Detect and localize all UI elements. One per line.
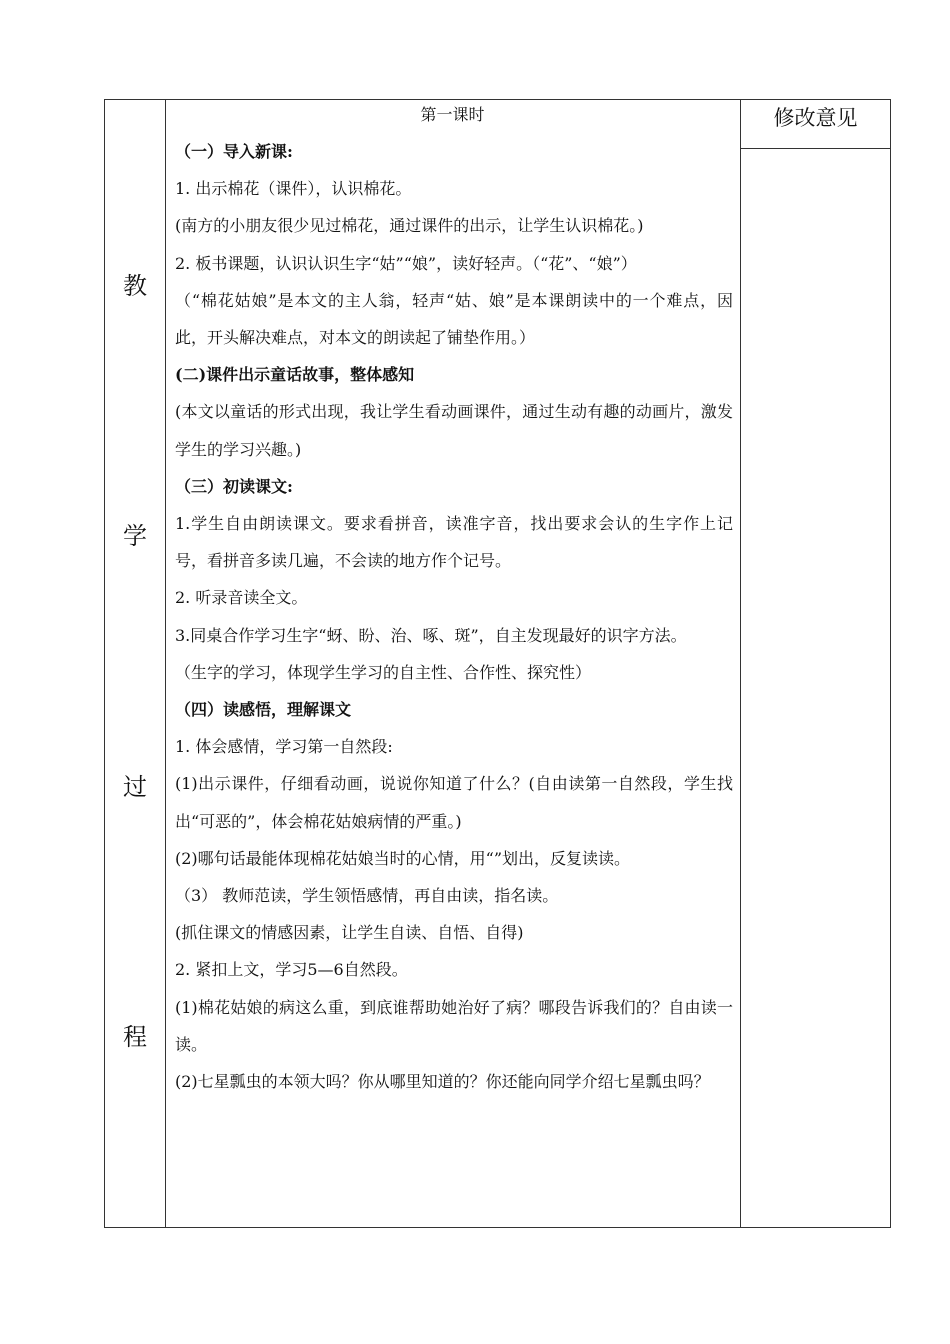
content-paragraph: 2. 紧扣上文，学习5—6自然段。 <box>175 960 408 980</box>
content-paragraph: （3） 教师范读，学生领悟感情，再自由读，指名读。 <box>175 886 559 906</box>
content-paragraph: 2. 板书课题，认识认识生字“姑”“娘”，读好轻声。（“花”、“娘”） <box>175 253 637 273</box>
side-label-1: 教 <box>123 272 147 300</box>
content-paragraph: (南方的小朋友很少见过棉花，通过课件的出示，让学生认识棉花。) <box>175 216 644 236</box>
content-paragraph: (2)七星瓢虫的本领大吗？你从哪里知道的？你还能向同学介绍七星瓢虫吗？ <box>175 1072 710 1092</box>
section-heading: （四）读感悟，理解课文 <box>175 700 352 720</box>
content-paragraph: (1)出示课件，仔细看动画，说说你知道了什么？(自由读第一自然段，学生找出“可恶的”，体会棉花姑娘病情的严重。) <box>175 774 733 831</box>
lesson-header: 第一课时 <box>420 105 485 124</box>
content-paragraph: (2)哪句话最能体现棉花姑娘当时的心情，用“”划出，反复读读。 <box>175 848 631 868</box>
content-paragraph: （“棉花姑娘”是本文的主人翁，轻声“姑、娘”是本课朗读中的一个难点，因此，开头解决难点，对本文的朗读起了铺垫作用。） <box>175 290 733 348</box>
lesson-plan-table <box>104 99 891 1228</box>
side-label-3: 过 <box>123 773 147 801</box>
content-paragraph: (1)棉花姑娘的病这么重，到底谁帮助她治好了病？哪段告诉我们的？自由读一读。 <box>175 997 733 1054</box>
remarks-header-divider <box>740 148 890 149</box>
lesson-content <box>175 133 733 1100</box>
content-paragraph: (抓住课文的情感因素，让学生自读、自悟、自得) <box>175 923 524 943</box>
content-paragraph: 1. 出示棉花（课件），认识棉花。 <box>175 179 412 199</box>
remarks-header: 修改意见 <box>773 106 858 130</box>
content-paragraph: 2. 听录音读全文。 <box>175 588 308 608</box>
section-heading: (二)课件出示童话故事，整体感知 <box>175 365 415 385</box>
side-label-2: 学 <box>123 522 147 550</box>
content-paragraph: 3.同桌合作学习生字“蚜、盼、治、啄、斑”，自主发现最好的识字方法。 <box>175 625 687 645</box>
content-paragraph: 1. 体会感情，学习第一自然段: <box>175 737 393 757</box>
section-heading: （一）导入新课: <box>175 142 293 161</box>
section-heading: （三）初读课文: <box>175 476 293 496</box>
side-label-4: 程 <box>123 1023 147 1051</box>
column-divider-right <box>740 100 741 1227</box>
content-paragraph: （生字的学习，体现学生学习的自主性、合作性、探究性） <box>175 662 592 682</box>
content-paragraph: 1.学生自由朗读课文。要求看拼音，读准字音，找出要求会认的生字作上记号，看拼音多读几遍，不会读的地方作个记号。 <box>175 514 733 571</box>
content-paragraph: (本文以童话的形式出现，我让学生看动画课件，通过生动有趣的动画片，激发学生的学习兴趣。) <box>175 402 733 459</box>
column-divider-left <box>165 100 166 1227</box>
